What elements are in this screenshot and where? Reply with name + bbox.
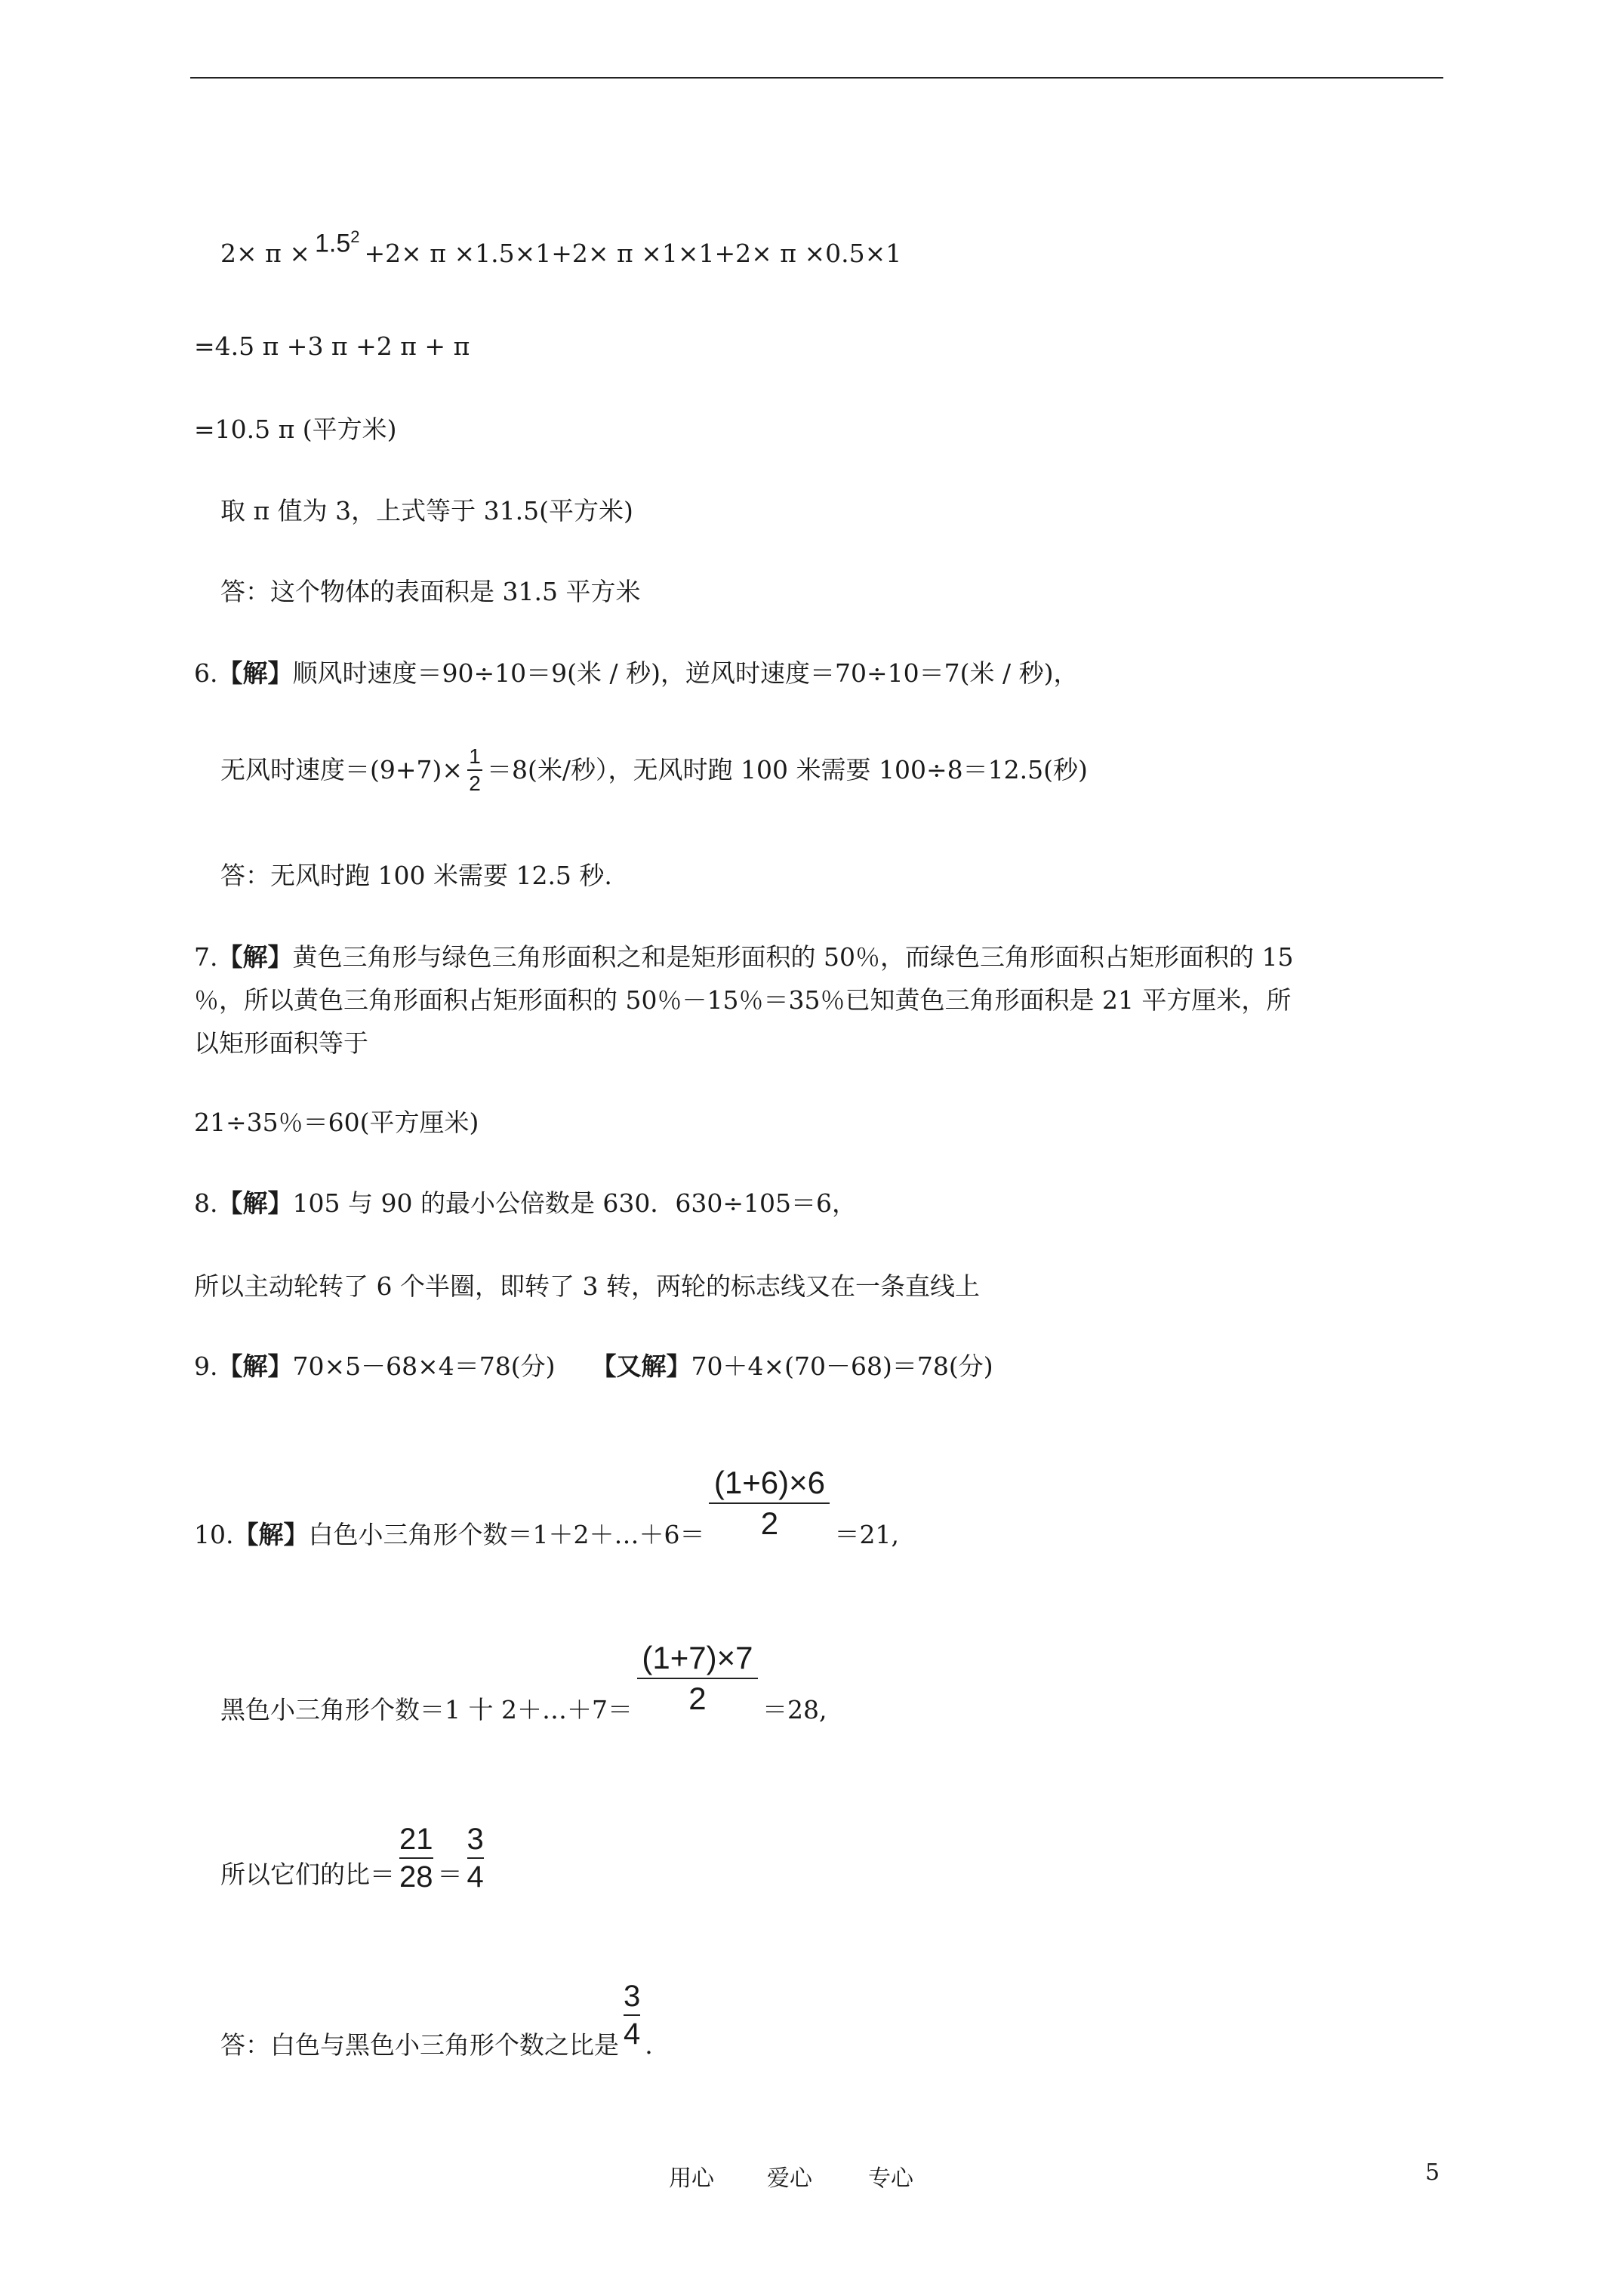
equals-sign: ＝ [437,1860,463,1889]
fraction-denominator: 28 [399,1860,433,1894]
footer-word-1: 用心 [669,2165,714,2192]
fraction-numerator: 21 [399,1823,433,1856]
power-exponent: 2 [350,227,360,246]
ratio-text: 所以它们的比＝ [220,1860,395,1889]
power-term [315,220,360,260]
question-number: 9. [194,1351,218,1381]
question-10-line-3 [220,1823,488,1912]
question-7-line-4: 21÷35％＝60(平方厘米) [194,1108,479,1137]
question-8-line [194,1187,857,1220]
fraction-21-28 [399,1821,433,1895]
formula-part-b: +2× π ×1.5×1+2× π ×1×1+2× π ×0.5×1 [364,239,902,269]
question-number: 6. [194,658,218,688]
fraction-numerator: 1 [469,744,481,768]
fraction-denominator: 2 [760,1505,779,1541]
answer-tail: . [645,2030,653,2060]
black-count-text: 黑色小三角形个数＝1 十 2＋…＋7＝ [220,1695,633,1724]
question-8-line-2: 所以主动轮转了 6 个半圈，即转了 3 转，两轮的标志线又在一条直线上 [194,1271,980,1301]
question-7-line-3: 以矩形面积等于 [194,1028,368,1058]
question-10-text: 白色小三角形个数＝1＋2＋…＋6＝ [308,1520,705,1549]
answer-text: 答：白色与黑色小三角形个数之比是 [220,2030,619,2060]
answer-line-5: 答：这个物体的表面积是 31.5 平方米 [220,577,641,606]
formula-part-a: 2× π × [220,239,310,269]
calc-part-a: 无风时速度＝(9+7)× [220,755,463,784]
fraction-white-count [709,1463,830,1543]
fraction-black-count [637,1638,758,1718]
answer-line-10 [220,1980,653,2082]
question-9-text-2: 70＋4×(70－68)＝78(分) [691,1351,993,1381]
question-7-line-2: ％，所以黄色三角形面积占矩形面积的 50％－15％＝35％已知黄色三角形面积是 21 平方厘米，所 [194,985,1292,1015]
question-6-text: 顺风时速度＝90÷10＝9(米 / 秒)，逆风时速度＝70÷10＝7(米 / 秒)， [292,658,1079,688]
fraction-numerator: (1+7)×7 [642,1640,753,1675]
formula-line-2: =4.5 π +3 π +2 π + π [194,331,470,361]
fraction-numerator: 3 [624,1980,641,2013]
question-6-calc-line [220,732,1088,808]
fraction-denominator: 2 [469,772,481,795]
pi-value-line: 取 π 值为 3，上式等于 31.5(平方米) [220,496,633,525]
solution-tag: 【解】 [233,1520,309,1549]
footer-word-3: 专心 [868,2165,913,2192]
solution-tag: 【解】 [217,942,293,972]
power-base: 1.5 [314,229,351,258]
solution-tag: 【解】 [217,1188,293,1218]
question-8-text: 105 与 90 的最小公倍数是 630．630÷105＝6， [292,1188,858,1218]
solution-tag: 【解】 [217,1351,293,1381]
calc-part-b: ＝8(米/秒），无风时跑 100 米需要 100÷8＝12.5(秒) [487,755,1088,784]
question-10-tail: ＝21, [834,1520,899,1549]
question-number: 10. [194,1520,234,1549]
question-number: 8. [194,1188,218,1218]
fraction-denominator: 2 [688,1681,707,1716]
question-7-text-1: 黄色三角形与绿色三角形面积之和是矩形面积的 50％，而绿色三角形面积占矩形面积的 15 [292,942,1294,972]
fraction-numerator: 3 [467,1823,484,1856]
fraction-3-4 [467,1821,484,1895]
answer-line-6: 答：无风时跑 100 米需要 12.5 秒. [220,861,612,890]
fraction-denominator: 4 [624,2017,641,2051]
black-count-tail: ＝28, [762,1695,827,1724]
formula-line-3: =10.5 π (平方米) [194,415,397,444]
fraction-answer [624,1978,640,2052]
page-number: 5 [1425,2159,1440,2186]
question-number: 7. [194,942,218,972]
footer-word-2: 爱心 [767,2165,812,2192]
solution-tag: 【解】 [217,658,293,688]
fraction-one-half [467,744,482,797]
formula-line-1 [220,227,902,273]
question-9-text: 70×5－68×4＝78(分) [292,1351,556,1381]
header-rule [190,77,1443,79]
question-6-line [194,657,1078,690]
fraction-denominator: 4 [467,1860,484,1894]
fraction-numerator: (1+6)×6 [713,1465,826,1500]
question-7-line-1 [194,941,1293,974]
alt-solution-tag: 【又解】 [591,1351,691,1381]
question-9-line [194,1350,993,1383]
